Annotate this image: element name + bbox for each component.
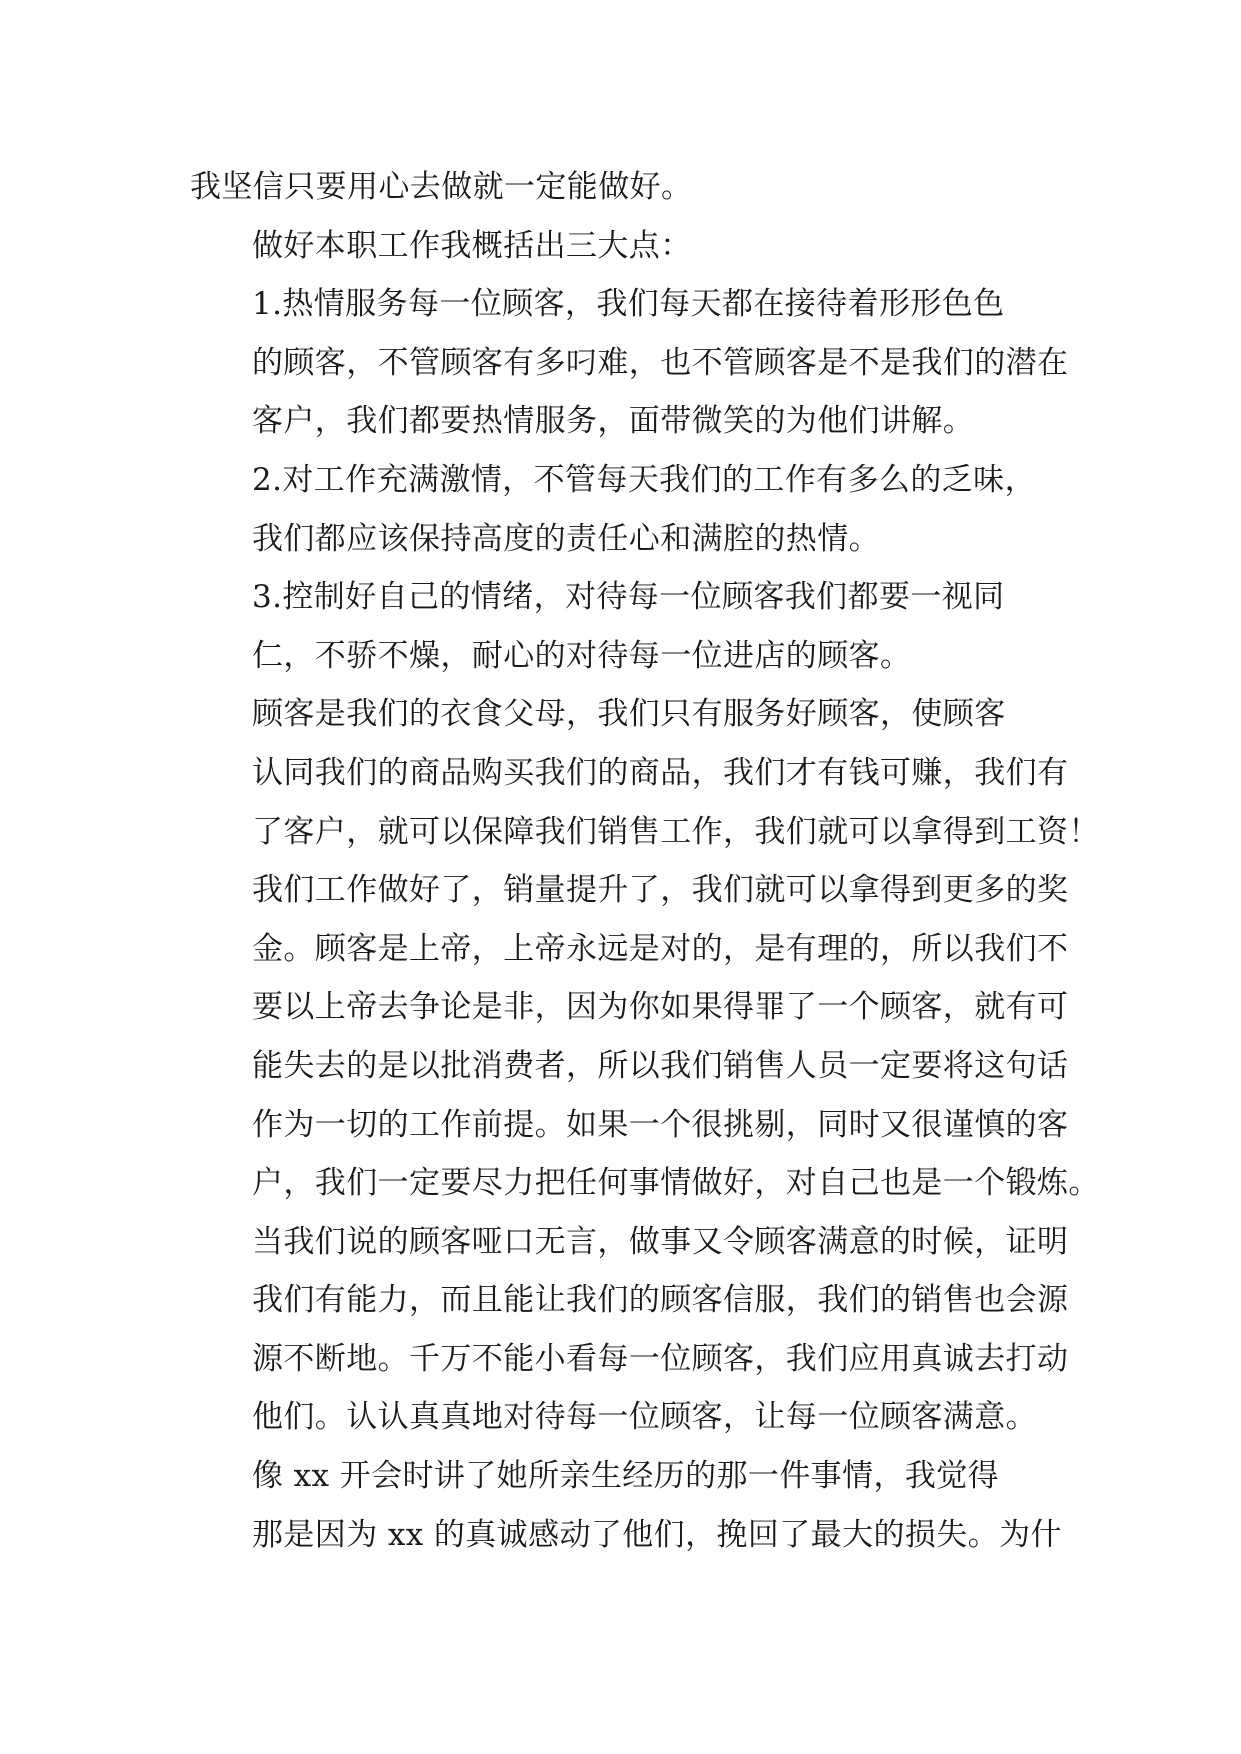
paragraph xyxy=(190,451,1058,568)
text-line: 源不断地。千万不能小看每一位顾客，我们应用真诚去打动 xyxy=(252,1340,1069,1377)
text-line: 我坚信只要用心去做就一定能做好。 xyxy=(190,169,693,205)
text-line: 仁，不骄不燥，耐心的对待每一位进店的顾客。 xyxy=(252,637,912,674)
text-line: 的顾客，不管顾客有多叼难，也不管顾客是不是我们的潜在 xyxy=(252,344,1069,381)
document-body xyxy=(190,158,1100,1564)
text-line: 客户，我们都要热情服务，面带微笑的为他们讲解。 xyxy=(252,403,975,440)
text-line: 3.控制好自己的情绪，对待每一位顾客我们都要一视同 xyxy=(252,579,1005,616)
text-line: 作为一切的工作前提。如果一个很挑剔，同时又很谨慎的客 xyxy=(252,1106,1069,1143)
paragraph xyxy=(190,217,1058,276)
paragraph xyxy=(190,685,1100,1447)
text-line: 1.热情服务每一位顾客，我们每天都在接待着形形色色 xyxy=(252,286,1005,323)
text-line: 2.对工作充满激情，不管每天我们的工作有多么的乏味， xyxy=(252,461,1036,498)
text-line: 当我们说的顾客哑口无言，做事又令顾客满意的时候，证明 xyxy=(252,1223,1069,1260)
text-line: 他们。认认真真地对待每一位顾客，让每一位顾客满意。 xyxy=(252,1399,1037,1436)
paragraph xyxy=(190,158,1058,217)
paragraph xyxy=(190,568,1058,685)
text-line: 了客户，就可以保障我们销售工作，我们就可以拿得到工资！ xyxy=(252,813,1100,850)
text-line: 户，我们一定要尽力把任何事情做好，对自己也是一个锻炼。 xyxy=(252,1165,1100,1202)
text-line: 金。顾客是上帝，上帝永远是对的，是有理的，所以我们不 xyxy=(252,930,1069,967)
text-line: 我们都应该保持高度的责任心和满腔的热情。 xyxy=(252,520,880,557)
text-line: 我们工作做好了，销量提升了，我们就可以拿得到更多的奖 xyxy=(252,872,1069,909)
text-line: 像 xx 开会时讲了她所亲生经历的那一件事情，我觉得 xyxy=(252,1458,1000,1495)
paragraph xyxy=(190,1447,1062,1564)
text-line: 做好本职工作我概括出三大点： xyxy=(252,227,692,264)
text-line: 顾客是我们的衣食父母，我们只有服务好顾客，使顾客 xyxy=(252,696,1006,733)
text-line: 我们有能力，而且能让我们的顾客信服，我们的销售也会源 xyxy=(252,1282,1069,1319)
paragraph xyxy=(190,275,1069,451)
text-line: 能失去的是以批消费者，所以我们销售人员一定要将这句话 xyxy=(252,1047,1069,1084)
text-line: 那是因为 xx 的真诚感动了他们，挽回了最大的损失。为什 xyxy=(252,1516,1062,1553)
text-line: 要以上帝去争论是非，因为你如果得罪了一个顾客，就有可 xyxy=(252,989,1069,1026)
text-line: 认同我们的商品购买我们的商品，我们才有钱可赚，我们有 xyxy=(252,754,1069,791)
